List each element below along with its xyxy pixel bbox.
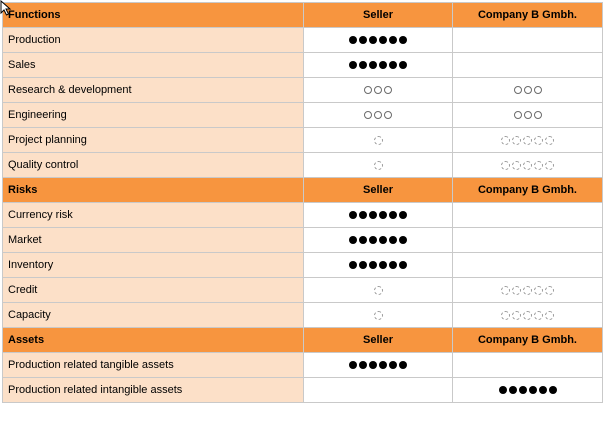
full-circle-icon <box>379 261 387 269</box>
full-circle-icon <box>389 261 397 269</box>
table-body <box>3 3 603 403</box>
full-circle-icon <box>359 361 367 369</box>
full-circle-icon <box>379 61 387 69</box>
quarter-circle-icon <box>523 161 532 170</box>
row-label: Production related intangible assets <box>3 378 304 403</box>
full-circle-icon <box>359 236 367 244</box>
quarter-circle-icon <box>512 311 521 320</box>
quarter-circle-icon <box>512 286 521 295</box>
quarter-circle-icon <box>534 286 543 295</box>
seller-rating-cell <box>304 28 453 53</box>
full-circle-icon <box>369 236 377 244</box>
company-rating-cell <box>453 53 603 78</box>
company-rating-cell <box>453 278 603 303</box>
seller-rating-cell <box>304 228 453 253</box>
full-circle-icon <box>369 36 377 44</box>
row-label: Engineering <box>3 103 304 128</box>
full-circle-icon <box>359 61 367 69</box>
table-row-currency-risk <box>3 203 603 228</box>
rating-dots <box>499 386 557 394</box>
rating-dots <box>501 311 554 320</box>
rating-dots <box>374 161 383 170</box>
quarter-circle-icon <box>512 161 521 170</box>
table-row-research-and-development <box>3 78 603 103</box>
full-circle-icon <box>549 386 557 394</box>
half-circle-icon <box>534 111 542 119</box>
rating-dots <box>374 286 383 295</box>
company-rating-cell <box>453 153 603 178</box>
seller-rating-cell <box>304 353 453 378</box>
full-circle-icon <box>509 386 517 394</box>
full-circle-icon <box>359 211 367 219</box>
section-header-functions <box>3 3 603 28</box>
half-circle-icon <box>384 86 392 94</box>
company-rating-cell <box>453 378 603 403</box>
row-label: Market <box>3 228 304 253</box>
rating-dots <box>514 111 542 119</box>
table-row-project-planning <box>3 128 603 153</box>
table-row-production-related-tangible-assets <box>3 353 603 378</box>
full-circle-icon <box>369 61 377 69</box>
half-circle-icon <box>374 111 382 119</box>
quarter-circle-icon <box>501 161 510 170</box>
full-circle-icon <box>389 36 397 44</box>
half-circle-icon <box>364 86 372 94</box>
rating-dots <box>349 236 407 244</box>
rating-dots <box>364 111 392 119</box>
full-circle-icon <box>529 386 537 394</box>
half-circle-icon <box>524 111 532 119</box>
full-circle-icon <box>349 261 357 269</box>
seller-rating-cell <box>304 103 453 128</box>
full-circle-icon <box>519 386 527 394</box>
quarter-circle-icon <box>545 286 554 295</box>
quarter-circle-icon <box>534 136 543 145</box>
full-circle-icon <box>359 36 367 44</box>
row-label: Project planning <box>3 128 304 153</box>
full-circle-icon <box>349 36 357 44</box>
full-circle-icon <box>349 361 357 369</box>
seller-rating-cell <box>304 203 453 228</box>
half-circle-icon <box>534 86 542 94</box>
full-circle-icon <box>369 361 377 369</box>
full-circle-icon <box>399 211 407 219</box>
full-circle-icon <box>379 236 387 244</box>
table-row-production-related-intangible-assets <box>3 378 603 403</box>
table-row-inventory <box>3 253 603 278</box>
table-row-sales <box>3 53 603 78</box>
seller-rating-cell <box>304 153 453 178</box>
full-circle-icon <box>389 236 397 244</box>
table-row-production <box>3 28 603 53</box>
company-rating-cell <box>453 253 603 278</box>
half-circle-icon <box>374 86 382 94</box>
full-circle-icon <box>399 36 407 44</box>
row-label: Quality control <box>3 153 304 178</box>
row-label: Credit <box>3 278 304 303</box>
seller-rating-cell <box>304 128 453 153</box>
table-row-quality-control <box>3 153 603 178</box>
quarter-circle-icon <box>534 311 543 320</box>
quarter-circle-icon <box>374 136 383 145</box>
full-circle-icon <box>379 361 387 369</box>
section-title: Assets <box>3 328 304 353</box>
quarter-circle-icon <box>501 136 510 145</box>
rating-dots <box>349 211 407 219</box>
rating-dots <box>501 286 554 295</box>
full-circle-icon <box>389 211 397 219</box>
company-rating-cell <box>453 78 603 103</box>
row-label: Capacity <box>3 303 304 328</box>
row-label: Currency risk <box>3 203 304 228</box>
rating-dots <box>501 161 554 170</box>
table-row-engineering <box>3 103 603 128</box>
row-label: Research & development <box>3 78 304 103</box>
rating-dots <box>374 311 383 320</box>
quarter-circle-icon <box>523 136 532 145</box>
column-header-company: Company B Gmbh. <box>453 328 603 353</box>
row-label: Production <box>3 28 304 53</box>
half-circle-icon <box>524 86 532 94</box>
full-circle-icon <box>359 261 367 269</box>
company-rating-cell <box>453 303 603 328</box>
table-row-market <box>3 228 603 253</box>
row-label: Sales <box>3 53 304 78</box>
full-circle-icon <box>349 61 357 69</box>
column-header-seller: Seller <box>304 328 453 353</box>
quarter-circle-icon <box>501 311 510 320</box>
full-circle-icon <box>379 36 387 44</box>
full-circle-icon <box>399 236 407 244</box>
quarter-circle-icon <box>374 286 383 295</box>
company-rating-cell <box>453 103 603 128</box>
functions-risks-assets-table <box>2 2 603 403</box>
quarter-circle-icon <box>374 161 383 170</box>
full-circle-icon <box>499 386 507 394</box>
rating-dots <box>364 86 392 94</box>
quarter-circle-icon <box>523 311 532 320</box>
full-circle-icon <box>399 61 407 69</box>
column-header-company: Company B Gmbh. <box>453 3 603 28</box>
table-row-credit <box>3 278 603 303</box>
full-circle-icon <box>389 361 397 369</box>
quarter-circle-icon <box>545 161 554 170</box>
rating-dots <box>514 86 542 94</box>
quarter-circle-icon <box>534 161 543 170</box>
rating-dots <box>349 261 407 269</box>
quarter-circle-icon <box>374 311 383 320</box>
full-circle-icon <box>539 386 547 394</box>
section-title: Functions <box>3 3 304 28</box>
row-label: Inventory <box>3 253 304 278</box>
quarter-circle-icon <box>512 136 521 145</box>
full-circle-icon <box>349 211 357 219</box>
full-circle-icon <box>369 261 377 269</box>
seller-rating-cell <box>304 253 453 278</box>
half-circle-icon <box>514 111 522 119</box>
company-rating-cell <box>453 203 603 228</box>
seller-rating-cell <box>304 78 453 103</box>
full-circle-icon <box>369 211 377 219</box>
column-header-seller: Seller <box>304 3 453 28</box>
half-circle-icon <box>514 86 522 94</box>
quarter-circle-icon <box>545 136 554 145</box>
quarter-circle-icon <box>545 311 554 320</box>
company-rating-cell <box>453 353 603 378</box>
row-label: Production related tangible assets <box>3 353 304 378</box>
seller-rating-cell <box>304 278 453 303</box>
column-header-seller: Seller <box>304 178 453 203</box>
half-circle-icon <box>384 111 392 119</box>
half-circle-icon <box>364 111 372 119</box>
seller-rating-cell <box>304 378 453 403</box>
section-header-risks <box>3 178 603 203</box>
full-circle-icon <box>379 211 387 219</box>
rating-dots <box>501 136 554 145</box>
company-rating-cell <box>453 28 603 53</box>
seller-rating-cell <box>304 303 453 328</box>
rating-dots <box>349 61 407 69</box>
section-title: Risks <box>3 178 304 203</box>
mouse-pointer-icon <box>0 0 12 16</box>
rating-dots <box>349 36 407 44</box>
rating-dots <box>349 361 407 369</box>
company-rating-cell <box>453 228 603 253</box>
table-row-capacity <box>3 303 603 328</box>
quarter-circle-icon <box>501 286 510 295</box>
seller-rating-cell <box>304 53 453 78</box>
section-header-assets <box>3 328 603 353</box>
company-rating-cell <box>453 128 603 153</box>
quarter-circle-icon <box>523 286 532 295</box>
full-circle-icon <box>389 61 397 69</box>
full-circle-icon <box>349 236 357 244</box>
column-header-company: Company B Gmbh. <box>453 178 603 203</box>
rating-dots <box>374 136 383 145</box>
full-circle-icon <box>399 361 407 369</box>
full-circle-icon <box>399 261 407 269</box>
